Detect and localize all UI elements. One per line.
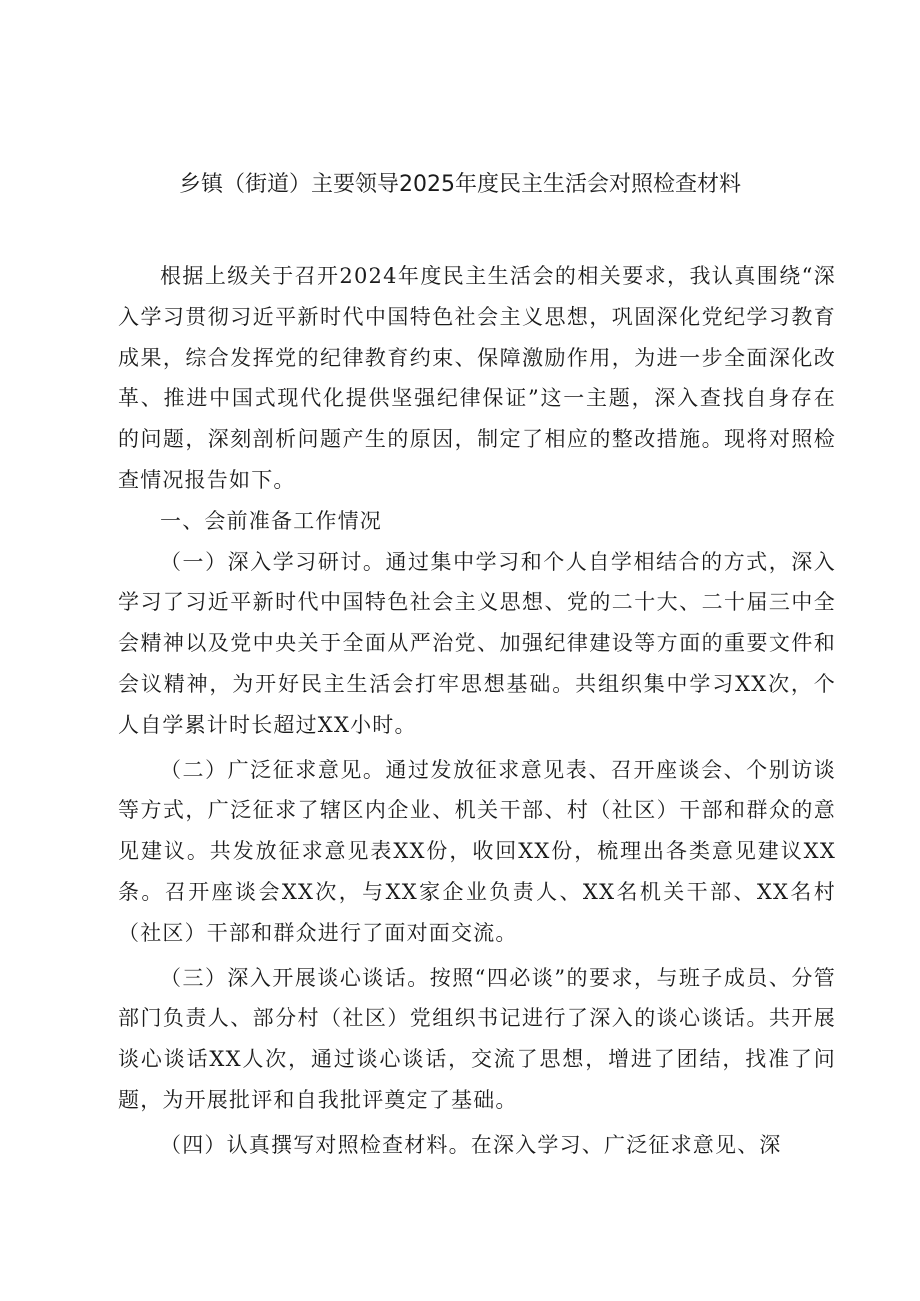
intro-paragraph: 根据上级关于召开2024年度民主生活会的相关要求，我认真围绕“深入学习贯彻习近平新时代中国特色社会主义思想，巩固深化党纪学习教育成果，综合发挥党的纪律教育约束、保障激励作用，为进一步全面深化改革、推进中国式现代化提供坚强纪律保证”这一主题，深入查找自身存在的问题，深刻剖析问题产生的原因，制定了相应的整改措施。现将对照检查情况报告如下。 [118, 264, 836, 492]
paragraph-talks: （三）深入开展谈心谈话。按照“四必谈”的要求，与班子成员、分管部门负责人、部分村（社区）党组织书记进行了深入的谈心谈话。共开展谈心谈话XX人次，通过谈心谈话，交流了思想，增进了团结，找准了问题，为开展批评和自我批评奠定了基础。 [118, 965, 836, 1112]
paragraph-materials: （四）认真撰写对照检查材料。在深入学习、广泛征求意见、深 [160, 1132, 782, 1157]
paragraph-opinions: （二）广泛征求意见。通过发放征求意见表、召开座谈会、个别访谈等方式，广泛征求了辖区内企业、机关干部、村（社区）干部和群众的意见建议。共发放征求意见表XX份，收回XX份，梳理出各类意见建议XX条。召开座谈会XX次，与XX家企业负责人、XX名机关干部、XX名村（社区）干部和群众进行了面对面交流。 [118, 757, 836, 945]
section-heading: 一、会前准备工作情况 [160, 508, 382, 533]
document-body [118, 256, 836, 1166]
document-title: 乡镇（街道）主要领导2025年度民主生活会对照检查材料 [179, 172, 741, 197]
paragraph-study: （一）深入学习研讨。通过集中学习和个人自学相结合的方式，深入学习了习近平新时代中国特色社会主义思想、党的二十大、二十届三中全会精神以及党中央关于全面从严治党、加强纪律建设等方面的重要文件和会议精神，为开好民主生活会打牢思想基础。共组织集中学习XX次，个人自学累计时长超过XX小时。 [118, 549, 836, 737]
